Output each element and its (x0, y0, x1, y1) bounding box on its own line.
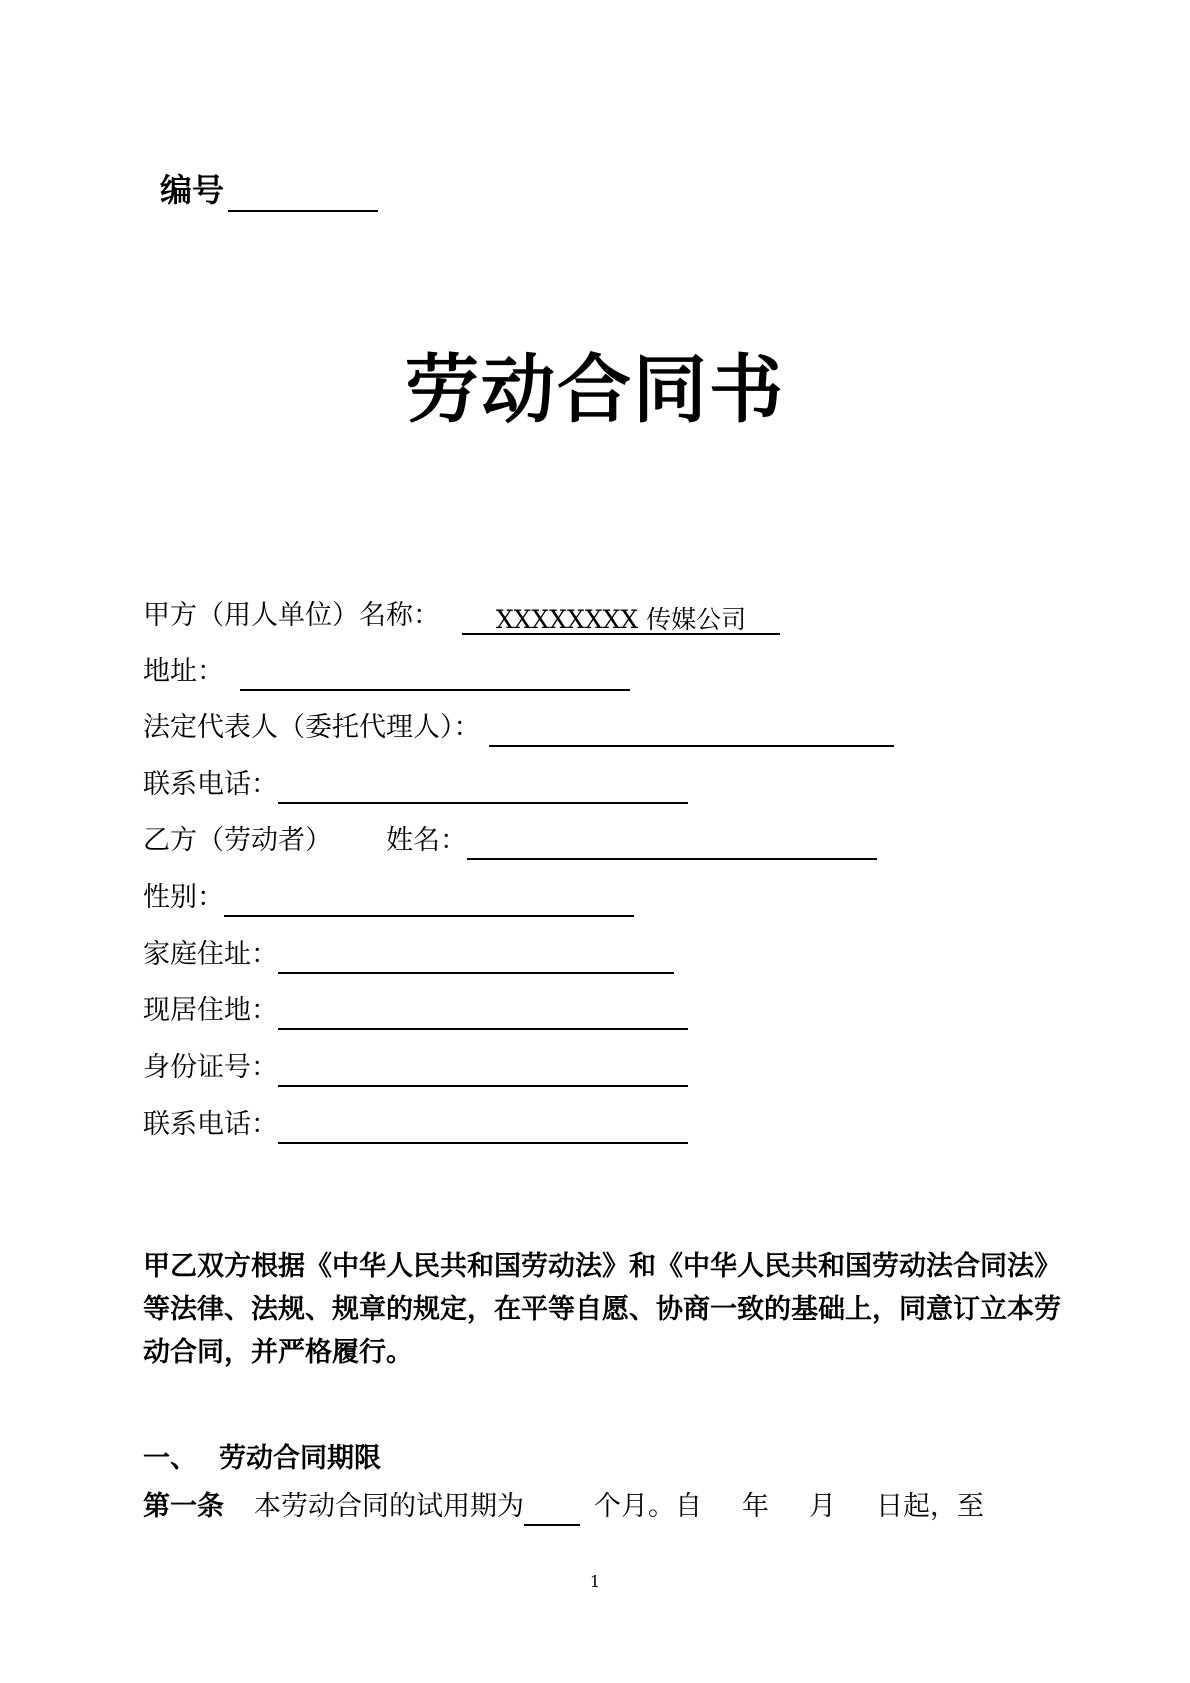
article-1 (143, 1488, 984, 1526)
party-a-name-label: 甲方（用人单位）名称： (143, 600, 440, 631)
article-text-month: 月 (809, 1491, 836, 1522)
article-text-probation: 本劳动合同的试用期为 (254, 1491, 524, 1522)
party-a-representative-blank[interactable] (489, 713, 894, 747)
page-number: 1 (589, 1572, 601, 1591)
party-a-address-field (143, 653, 630, 691)
party-b-id-number-field (143, 1049, 688, 1087)
party-a-name-field (143, 597, 780, 635)
serial-number-field (160, 168, 378, 212)
party-b-role-label: 乙方（劳动者） (143, 825, 332, 856)
party-b-id-number-label: 身份证号： (143, 1052, 278, 1083)
article-heading: 第一条 (143, 1491, 224, 1522)
party-a-address-label: 地址： (143, 656, 224, 687)
party-a-address-blank[interactable] (240, 657, 630, 691)
serial-number-blank[interactable] (228, 176, 378, 212)
party-b-gender-field (143, 879, 634, 917)
article-text-months: 个月。自 (594, 1491, 702, 1522)
party-b-name-blank[interactable] (467, 826, 877, 860)
party-b-home-address-blank[interactable] (278, 940, 674, 974)
party-b-home-address-label: 家庭住址： (143, 939, 278, 970)
article-text-year: 年 (742, 1491, 769, 1522)
section-number: 一、 (143, 1443, 197, 1474)
party-b-gender-blank[interactable] (224, 883, 634, 917)
party-a-phone-blank[interactable] (278, 770, 688, 804)
party-b-id-number-blank[interactable] (278, 1053, 688, 1087)
party-b-phone-blank[interactable] (278, 1110, 688, 1144)
section-heading (143, 1440, 381, 1478)
party-b-name-label: 姓名： (386, 825, 467, 856)
section-title: 劳动合同期限 (219, 1443, 381, 1474)
party-a-phone-field (143, 766, 688, 804)
party-a-phone-label: 联系电话： (143, 769, 278, 800)
party-b-current-address-field (143, 992, 688, 1030)
party-b-current-address-blank[interactable] (278, 996, 688, 1030)
article-text-day-until: 日起，至 (876, 1491, 984, 1522)
party-b-home-address-field (143, 936, 674, 974)
party-a-name-value[interactable]: XXXXXXXX 传媒公司 (462, 601, 780, 635)
party-b-gender-label: 性别： (143, 882, 224, 913)
serial-number-label: 编号 (160, 171, 225, 209)
party-a-representative-label: 法定代表人（委托代理人）： (143, 712, 481, 743)
party-b-phone-label: 联系电话： (143, 1109, 278, 1140)
probation-months-blank[interactable] (524, 1494, 580, 1526)
preamble-paragraph: 甲乙双方根据《中华人民共和国劳动法》和《中华人民共和国劳动法合同法》等法律、法规、规章的规定，在平等自愿、协商一致的基础上，同意订立本劳动合同，并严格履行。 (143, 1251, 1061, 1368)
party-b-name-field (143, 822, 877, 860)
party-b-current-address-label: 现居住地： (143, 995, 278, 1026)
party-a-representative-field (143, 709, 894, 747)
party-b-phone-field (143, 1106, 688, 1144)
document-title: 劳动合同书 (405, 347, 785, 433)
